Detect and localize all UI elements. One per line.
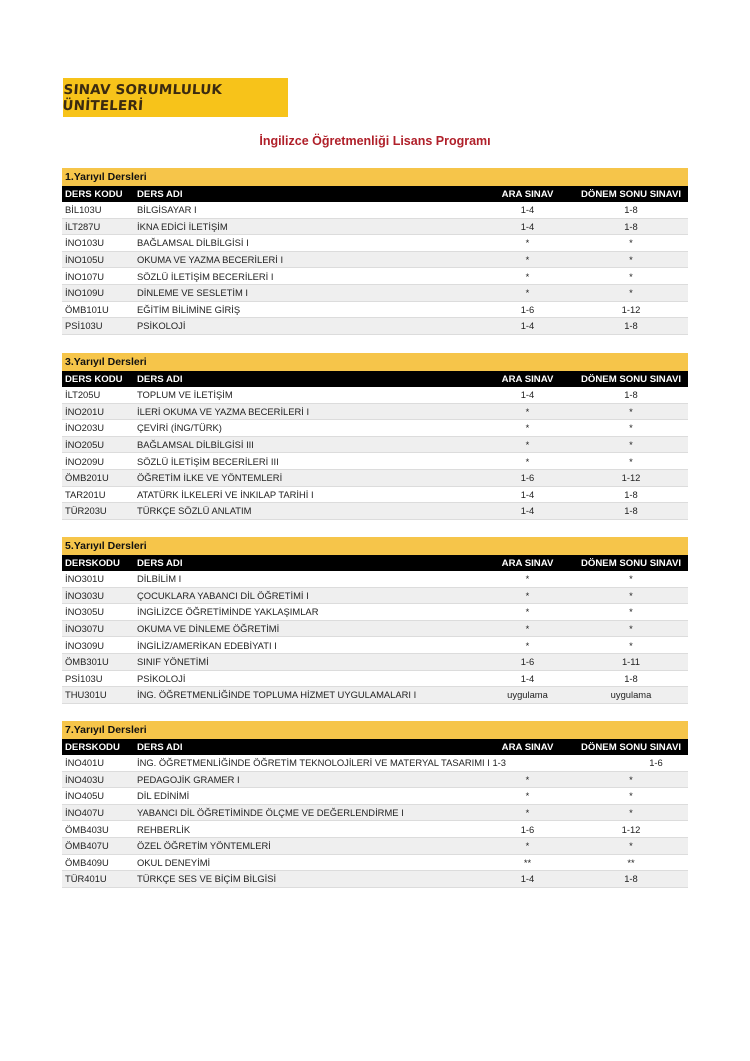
course-name: SÖZLÜ İLETİŞİM BECERİLERİ III: [137, 455, 279, 467]
ara-sinav-units: *: [525, 790, 530, 802]
table-row: [62, 235, 688, 252]
course-name: OKUL DENEYİMİ: [137, 856, 211, 868]
section-title: 5.Yarıyıl Dersleri: [62, 537, 688, 555]
semester-section: [62, 353, 688, 520]
donem-sonu-units: 1-11: [621, 656, 641, 668]
donem-sonu-units: 1-8: [624, 488, 638, 500]
course-code: PSİ103U: [65, 320, 103, 332]
course-name: DİL EDİNİMİ: [137, 790, 190, 802]
ara-sinav-units: 1-4: [520, 505, 535, 517]
table-row: [62, 219, 688, 236]
semester-section: [62, 537, 688, 704]
donem-sonu-units: *: [629, 807, 633, 819]
ara-sinav-units: *: [525, 439, 530, 451]
course-code: İNO405U: [65, 790, 105, 802]
course-code: İNO107U: [65, 270, 105, 282]
table-body: [62, 571, 688, 704]
table-row: [62, 671, 688, 688]
table-row: [62, 420, 688, 437]
column-header-name: DERS ADI: [137, 373, 183, 385]
course-code: İNO109U: [65, 287, 105, 299]
page-title: İngilizce Öğretmenliği Lisans Programı: [259, 134, 491, 148]
table-row: [62, 268, 688, 285]
table-row: [62, 772, 688, 789]
donem-sonu-units: **: [627, 856, 635, 868]
section-title: 7.Yarıyıl Dersleri: [62, 721, 688, 739]
course-code: İNO403U: [65, 773, 105, 785]
ara-sinav-units: *: [525, 807, 530, 819]
section-title: 1.Yarıyıl Dersleri: [62, 168, 688, 186]
column-header-ara-sinav: ARA SINAV: [501, 373, 554, 385]
donem-sonu-units: 1-8: [624, 672, 638, 684]
ara-sinav-units: *: [525, 623, 530, 635]
course-name: YABANCI DİL ÖĞRETİMİNDE ÖLÇME VE DEĞERLENDİRME I: [137, 807, 404, 819]
ara-sinav-units: *: [525, 589, 530, 601]
course-code: ÖMB301U: [65, 656, 109, 668]
ara-sinav-units: *: [525, 254, 530, 266]
course-name: SINIF YÖNETİMİ: [137, 656, 209, 668]
ara-sinav-units: 1-4: [520, 320, 535, 332]
ara-sinav-units: 1-4: [520, 220, 535, 232]
donem-sonu-units: *: [629, 270, 633, 282]
course-code: ÖMB409U: [65, 856, 109, 868]
course-code: ÖMB101U: [65, 303, 109, 315]
ara-sinav-units: *: [525, 422, 530, 434]
column-header-row: [62, 371, 688, 387]
ara-sinav-units: *: [525, 573, 530, 585]
column-header-code: DERS KODU: [65, 373, 123, 385]
course-code: İLT287U: [65, 220, 101, 232]
ara-sinav-units: 1-6: [520, 823, 535, 835]
table-row: [62, 202, 688, 219]
ara-sinav-units: 1-6: [520, 472, 535, 484]
course-name: TOPLUM VE İLETİŞİM: [137, 389, 233, 401]
donem-sonu-units: uygulama: [610, 689, 652, 701]
ara-sinav-units: 1-4: [520, 389, 535, 401]
column-header-donem-sonu: DÖNEM SONU SINAVI: [580, 557, 682, 569]
course-code: PSİ103U: [65, 672, 103, 684]
ara-sinav-units: *: [525, 840, 530, 852]
ara-sinav-units: *: [525, 237, 530, 249]
table-row: [62, 855, 688, 872]
course-name: PSİKOLOJİ: [137, 672, 186, 684]
course-name: İNGİLİZ/AMERİKAN EDEBİYATI I: [137, 639, 277, 651]
column-header-name: DERS ADI: [137, 188, 183, 200]
donem-sonu-units: 1-8: [624, 204, 638, 216]
course-code: İNO105U: [65, 254, 105, 266]
column-header-donem-sonu: DÖNEM SONU SINAVI: [580, 373, 682, 385]
table-row: [62, 503, 688, 520]
ara-sinav-units: 1-4: [520, 204, 535, 216]
table-row: [62, 621, 688, 638]
course-name: BAĞLAMSAL DİLBİLGİSİ I: [137, 237, 249, 249]
course-code: TÜR401U: [65, 873, 107, 885]
course-code: TÜR203U: [65, 505, 107, 517]
ara-sinav-units: uygulama: [507, 689, 548, 701]
banner-title: SINAV SORUMLULUK ÜNİTELERİ: [61, 81, 223, 114]
table-body: [62, 387, 688, 520]
donem-sonu-units: 1-8: [624, 220, 638, 232]
course-name: PSİKOLOJİ: [137, 320, 186, 332]
column-header-name: DERS ADI: [137, 557, 183, 569]
table-row: [62, 687, 688, 704]
course-code: İNO303U: [65, 589, 105, 601]
course-code: İNO203U: [65, 422, 105, 434]
course-code: İNO309U: [65, 639, 105, 651]
course-code: ÖMB403U: [65, 823, 109, 835]
donem-sonu-units: 1-8: [624, 505, 638, 517]
course-name: REHBERLİK: [137, 823, 191, 835]
table-row: [62, 637, 688, 654]
table-body: [62, 755, 688, 888]
course-name: İNG. ÖĞRETMENLİĞİNDE ÖĞRETİM TEKNOLOJİLERİ VE MATERYAL TASARIMI I 1-3: [137, 757, 506, 769]
ara-sinav-units: *: [525, 606, 530, 618]
table-row: [62, 788, 688, 805]
donem-sonu-units: *: [629, 623, 633, 635]
course-name: TÜRKÇE SES VE BİÇİM BİLGİSİ: [137, 873, 277, 885]
course-code: İNO301U: [65, 573, 105, 585]
column-header-row: [62, 555, 688, 571]
course-code: BİL103U: [65, 204, 102, 216]
table-body: [62, 202, 688, 335]
column-header-ara-sinav: ARA SINAV: [501, 557, 554, 569]
course-name: İKNA EDİCİ İLETİŞİM: [137, 220, 228, 232]
course-name: DİNLEME VE SESLETİM I: [137, 287, 248, 299]
donem-sonu-units: *: [629, 639, 633, 651]
course-name: İLERİ OKUMA VE YAZMA BECERİLERİ I: [137, 405, 310, 417]
ara-sinav-units: 1-6: [520, 656, 535, 668]
table-row: [62, 470, 688, 487]
table-row: [62, 571, 688, 588]
column-header-code: DERSKODU: [65, 741, 120, 753]
donem-sonu-units: *: [629, 773, 633, 785]
header-banner: [63, 78, 288, 117]
donem-sonu-units: 1-8: [624, 873, 638, 885]
course-name: İNG. ÖĞRETMENLİĞİNDE TOPLUMA HİZMET UYGULAMALARI I: [137, 689, 417, 701]
donem-sonu-units: 1-6: [649, 757, 663, 769]
donem-sonu-units: 1-8: [624, 389, 638, 401]
table-row: [62, 654, 688, 671]
table-row: [62, 252, 688, 269]
column-header-code: DERS KODU: [65, 188, 123, 200]
column-header-donem-sonu: DÖNEM SONU SINAVI: [580, 741, 682, 753]
donem-sonu-units: 1-12: [621, 823, 641, 835]
ara-sinav-units: *: [525, 455, 530, 467]
course-name: ÖĞRETİM İLKE VE YÖNTEMLERİ: [137, 472, 283, 484]
table-row: [62, 588, 688, 605]
course-code: İNO209U: [65, 455, 105, 467]
donem-sonu-units: *: [629, 237, 633, 249]
table-row: [62, 821, 688, 838]
column-header-ara-sinav: ARA SINAV: [501, 188, 554, 200]
ara-sinav-units: *: [525, 773, 530, 785]
donem-sonu-units: *: [629, 422, 633, 434]
ara-sinav-units: *: [525, 287, 530, 299]
course-code: ÖMB407U: [65, 840, 109, 852]
column-header-row: [62, 186, 688, 202]
course-name: BAĞLAMSAL DİLBİLGİSİ III: [137, 439, 254, 451]
course-name: ÇEVİRİ (İNG/TÜRK): [137, 422, 222, 434]
donem-sonu-units: *: [629, 840, 633, 852]
course-name: EĞİTİM BİLİMİNE GİRİŞ: [137, 303, 241, 315]
course-code: İNO407U: [65, 807, 105, 819]
table-row: [62, 302, 688, 319]
donem-sonu-units: 1-12: [621, 472, 641, 484]
table-row: [62, 387, 688, 404]
course-code: İNO205U: [65, 439, 105, 451]
ara-sinav-units: *: [525, 639, 530, 651]
course-name: İNGİLİZCE ÖĞRETİMİNDE YAKLAŞIMLAR: [137, 606, 319, 618]
ara-sinav-units: 1-4: [520, 488, 535, 500]
course-name: TÜRKÇE SÖZLÜ ANLATIM: [137, 505, 252, 517]
semester-section: [62, 168, 688, 335]
semester-section: [62, 721, 688, 888]
table-row: [62, 838, 688, 855]
course-name: BİLGİSAYAR I: [137, 204, 197, 216]
column-header-row: [62, 739, 688, 755]
course-code: İNO401U: [65, 757, 105, 769]
column-header-code: DERSKODU: [65, 557, 120, 569]
course-code: İNO103U: [65, 237, 105, 249]
donem-sonu-units: *: [629, 790, 633, 802]
table-row: [62, 453, 688, 470]
donem-sonu-units: *: [629, 439, 633, 451]
column-header-name: DERS ADI: [137, 741, 183, 753]
course-code: ÖMB201U: [65, 472, 109, 484]
donem-sonu-units: 1-8: [624, 320, 638, 332]
ara-sinav-units: 1-6: [520, 303, 535, 315]
table-row: [62, 604, 688, 621]
donem-sonu-units: 1-12: [621, 303, 641, 315]
course-code: TAR201U: [65, 488, 106, 500]
table-row: [62, 404, 688, 421]
ara-sinav-units: **: [523, 856, 532, 868]
course-code: İLT205U: [65, 389, 101, 401]
course-code: İNO305U: [65, 606, 105, 618]
donem-sonu-units: *: [629, 573, 633, 585]
course-code: İNO201U: [65, 405, 105, 417]
donem-sonu-units: *: [629, 589, 633, 601]
ara-sinav-units: *: [525, 270, 530, 282]
table-row: [62, 487, 688, 504]
column-header-donem-sonu: DÖNEM SONU SINAVI: [580, 188, 682, 200]
table-row: [62, 805, 688, 822]
table-row: [62, 871, 688, 888]
course-name: ÖZEL ÖĞRETİM YÖNTEMLERİ: [137, 840, 271, 852]
course-name: DİLBİLİM I: [137, 573, 182, 585]
donem-sonu-units: *: [629, 606, 633, 618]
course-code: THU301U: [65, 689, 107, 701]
course-name: PEDAGOJİK GRAMER I: [137, 773, 240, 785]
donem-sonu-units: *: [629, 287, 633, 299]
ara-sinav-units: 1-4: [520, 672, 535, 684]
donem-sonu-units: *: [629, 405, 633, 417]
donem-sonu-units: *: [629, 455, 633, 467]
course-name: SÖZLÜ İLETİŞİM BECERİLERİ I: [137, 270, 274, 282]
table-row: [62, 755, 688, 772]
table-row: [62, 318, 688, 335]
table-row: [62, 285, 688, 302]
ara-sinav-units: *: [525, 405, 530, 417]
course-name: ÇOCUKLARA YABANCI DİL ÖĞRETİMİ I: [137, 589, 309, 601]
course-name: OKUMA VE YAZMA BECERİLERİ I: [137, 254, 284, 266]
donem-sonu-units: *: [629, 254, 633, 266]
section-title: 3.Yarıyıl Dersleri: [62, 353, 688, 371]
column-header-ara-sinav: ARA SINAV: [501, 741, 554, 753]
ara-sinav-units: 1-4: [520, 873, 535, 885]
course-name: OKUMA VE DİNLEME ÖĞRETİMİ: [137, 623, 280, 635]
course-code: İNO307U: [65, 623, 105, 635]
course-name: ATATÜRK İLKELERİ VE İNKILAP TARİHİ I: [137, 488, 314, 500]
table-row: [62, 437, 688, 454]
